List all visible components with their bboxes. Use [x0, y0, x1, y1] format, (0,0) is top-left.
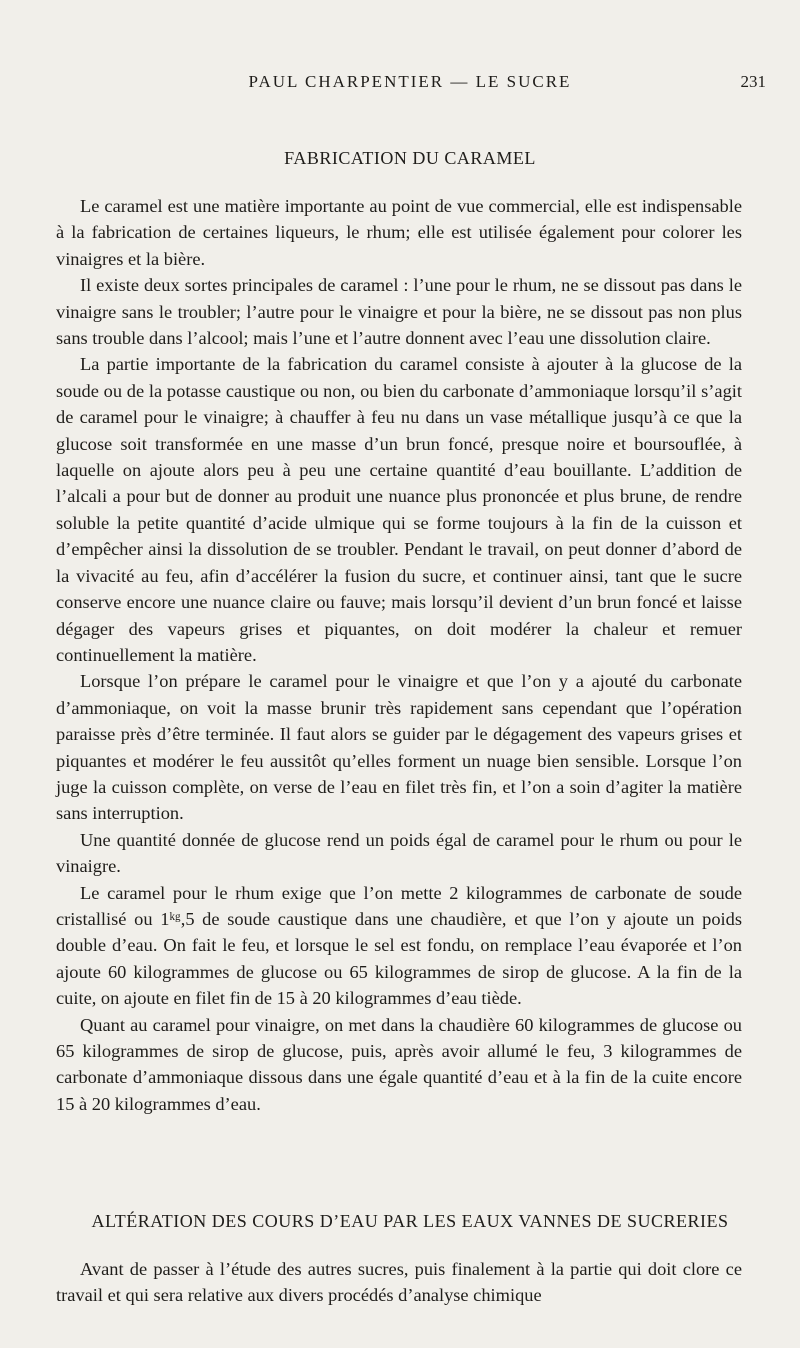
- paragraph: Quant au caramel pour vinaigre, on met dans la chaudière 60 kilogrammes de glucose ou 65 kilogrammes de sirop de glucose, puis, après avoir allumé le feu, 3 kilogrammes de carbonate d’ammoniaque dissous dans une égale quantité d’eau et à la fin de la cuite encore 15 à 20 kilogrammes d’eau.: [56, 1014, 742, 1114]
- page-number: 231: [740, 72, 766, 91]
- paragraph: Il existe deux sortes principales de caramel : l’une pour le rhum, ne se dissout pas dans le vinaigre sans le troubler; l’autre pour le vinaigre et pour la bière, ne se dissout pas non plus sans trouble dans l’alcool; mais l’une et l’autre donnent avec l’eau une dissolution claire.: [56, 275, 742, 349]
- section-title-alteration: ALTÉRATION DES COURS D’EAU PAR LES EAUX VANNES DE SUCRERIES: [91, 1211, 729, 1231]
- paragraph: La partie importante de la fabrication du caramel consiste à ajouter à la glucose de la soude ou de la potasse caustique ou non, ou bien du carbonate d’ammoniaque lorsqu’il s’agit de caramel pour le vinaigre; à chauffer à feu nu dans un vase métallique jusqu’à ce que la glucose soit transformée en une masse d’un brun foncé, presque noire et boursouflée, à laquelle on ajoute alors peu à peu une certaine quantité d’eau bouillante. L’addition de l’alcali a pour but de donner au produit une nuance plus prononcée et plus brune, de rendre soluble la petite quantité d’acide ulmique qui se forme toujours à la fin de la cuisson et d’empêcher ainsi la dissolution de se troubler. Pendant le travail, on peut donner d’abord de la vivacité au feu, afin d’accélérer la fusion du sucre, et continuer ainsi, tant que le sucre conserve encore une nuance claire ou fauve; mais lorsqu’il devient d’un brun foncé et laisse dégager des vapeurs grises et piquantes, on doit modérer la chaleur et remuer continuellement la matière.: [56, 354, 742, 665]
- paragraph: Une quantité donnée de glucose rend un poids égal de caramel pour le rhum ou pour le vinaigre.: [56, 829, 742, 877]
- paragraph: Le caramel est une matière importante au point de vue commercial, elle est indispensable à la fabrication de certaines liqueurs, le rhum; elle est utilisée également pour colorer les vinaigres et la bière.: [56, 196, 742, 269]
- section-body-caramel: [56, 193, 742, 1117]
- paragraph: Avant de passer à l’étude des autres sucres, puis finalement à la partie qui doit clore ce travail et qui sera relative aux divers procédés d’analyse chimique: [56, 1259, 742, 1306]
- section-body-alteration: [56, 1256, 742, 1309]
- running-head: [54, 72, 766, 96]
- paragraph: Lorsque l’on prépare le caramel pour le vinaigre et que l’on y a ajouté du carbonate d’ammoniaque, on voit la masse brunir très rapidement sans cependant que l’opération paraisse près d’être terminée. Il faut alors se guider par le dégagement des vapeurs grises et piquantes et modérer le feu aussitôt qu’elles forment un nuage bien sensible. Lorsque l’on juge la cuisson complète, on verse de l’eau en filet très fin, et l’on a soin d’agiter la matière sans interruption.: [56, 671, 742, 824]
- section-title-caramel: FABRICATION DU CARAMEL: [284, 148, 536, 168]
- paragraph: Le caramel pour le rhum exige que l’on mette 2 kilogrammes de carbonate de soude cristallisé ou 1ᵏᵍ,5 de soude caustique dans une chaudière, et que l’on y ajoute un poids double d’eau. On fait le feu, et lorsque le sel est fondu, on remplace l’eau évaporée et l’on ajoute 60 kilogrammes de glucose ou 65 kilogrammes de sirop de glucose. A la fin de la cuite, on ajoute en filet fin de 15 à 20 kilogrammes d’eau tiède.: [56, 882, 742, 1009]
- running-title: PAUL CHARPENTIER — LE SUCRE: [248, 72, 572, 91]
